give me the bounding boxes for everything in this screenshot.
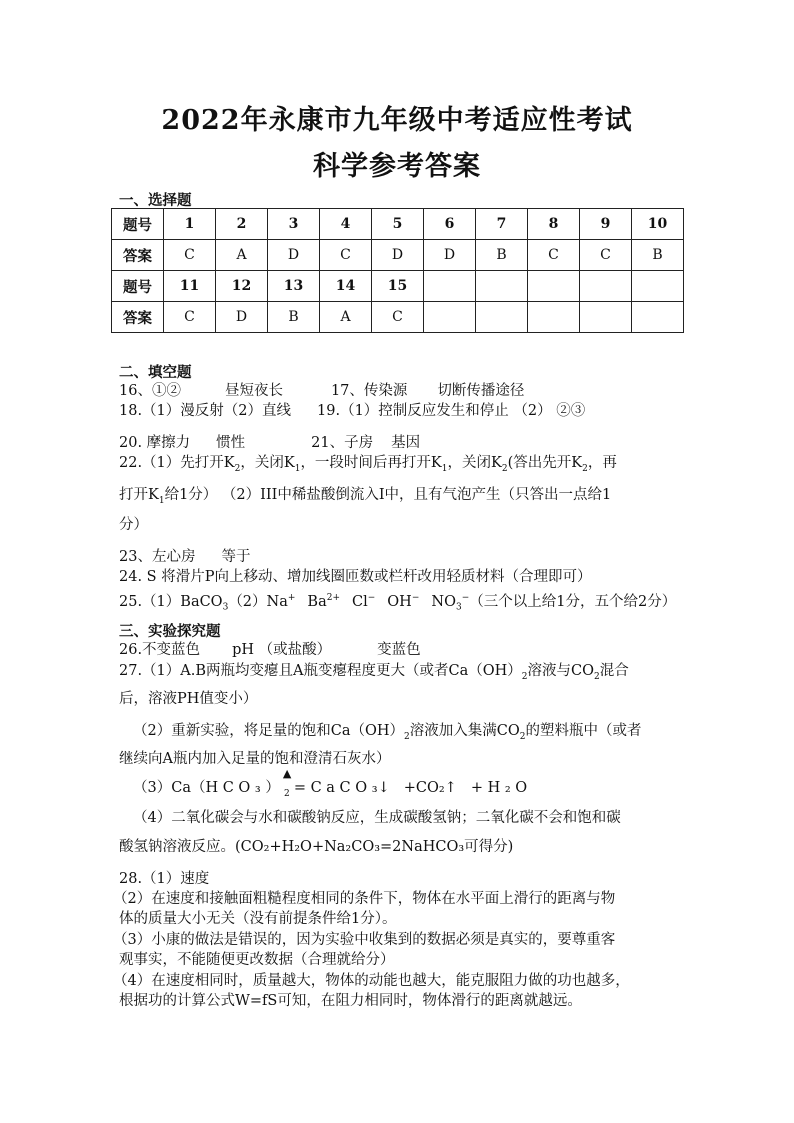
answer-line-16-17 [119,382,524,400]
row-label-answer: 答案 [112,302,164,333]
row-label-question: 题号 [112,271,164,302]
answer-text: Cl [352,593,368,610]
section-heading-choice: 一、选择题 [119,192,192,209]
table-cell: 7 [476,209,528,240]
table-cell: 15 [372,271,424,302]
table-cell-empty [476,302,528,333]
answer-text: 18.（1）漫反射（2）直线 [119,403,292,419]
heat-condition-icon: ▲ $_2$ [282,767,292,799]
table-cell: 13 [268,271,320,302]
answer-text: Ba [307,593,327,610]
answer-text: （2）Na [228,593,288,610]
table-cell: C [320,240,372,271]
answer-text: 26.不变蓝色 [119,642,201,658]
table-cell: C [580,240,632,271]
answer-text: + H ₂ O [470,780,528,796]
answer-text: 昼短夜长 [224,383,283,399]
answer-line-24: 24. S 将滑片P向上移动、增加线圈匝数或栏杆改用轻质材料（合理即可） [119,569,592,585]
answer-text: 基因 [391,435,421,451]
table-cell: 12 [216,271,268,302]
answer-text: ，关闭K [240,455,295,471]
answer-text: 16、①② [119,383,181,399]
table-cell: B [268,302,320,333]
row-label-question: 题号 [112,209,164,240]
answer-text: 溶液与CO [527,663,594,679]
answer-line-28-c: 体的质量大小无关（没有前提条件给1分）。 [119,911,397,927]
table-cell: 10 [632,209,684,240]
answer-line-28-b: （2）在速度和接触面粗糙程度相同的条件下，物体在水平面上滑行的距离与物 [113,891,616,907]
page-subtitle: 科学参考答案 [313,151,481,182]
table-cell: C [164,302,216,333]
table-cell: B [476,240,528,271]
answer-line-28-d: （3）小康的做法是错误的，因为实验中收集到的数据必须是真实的，要尊重客 [113,932,616,948]
answer-text: 23、左心房 [119,549,196,565]
table-cell: C [372,302,424,333]
answer-line-18-19 [119,402,585,420]
answer-text: 的塑料瓶中（或者 [525,723,642,739]
answer-line-20-21 [119,434,420,452]
answer-text: OH [387,593,412,610]
answer-text: 溶液加入集满CO [409,723,520,739]
answer-line-27-b: 后，溶液PH值变小） [119,691,258,707]
table-row-numbers-1 [112,209,684,240]
answer-text: 变蓝色 [377,642,421,658]
answer-line-23 [119,548,250,566]
answer-text: 惯性 [216,435,246,451]
answer-line-27-e: （4）二氧化碳会与水和碳酸钠反应，生成碳酸氢钠；二氧化碳不会和饱和碳 [133,810,621,826]
answer-text: 20. 摩擦力 [119,435,191,451]
answer-text: +CO₂↑ [403,780,457,796]
answer-text: 切断传播途径 [437,383,525,399]
table-cell: C [528,240,580,271]
table-cell-empty [580,302,632,333]
table-cell: D [424,240,476,271]
table-row-answers-2 [112,302,684,333]
page-title: 2022年永康市九年级中考适应性考试 [161,105,633,136]
table-cell: 3 [268,209,320,240]
table-cell: B [632,240,684,271]
answer-line-22-b: 打开$K_1$给1分） （2）III中稀盐酸倒流入Ⅰ中，且有气泡产生（只答出一点给1 [119,487,612,506]
section-heading-fill: 二、填空题 [119,364,192,381]
answer-line-28-a: 28.（1）速度 [119,871,210,887]
table-cell: 14 [320,271,372,302]
table-cell: C [164,240,216,271]
answer-line-26 [119,641,421,659]
answer-text: （三个以上给1分，五个给2分） [469,593,677,610]
table-row-answers-1 [112,240,684,271]
answer-line-28-e: 观事实，不能随便更改数据（合理就给分） [119,952,395,968]
table-cell: D [216,302,268,333]
answer-text: （2）重新实验，将足量的饱和Ca（OH） [133,723,404,739]
answer-line-25: 25.（1）BaCO$_3$（2）Na+ $Ba^{2+}$ Cl− OH− $NO_3^-$（三个以上给1分，五个给2分） [119,593,677,613]
table-cell-empty [424,302,476,333]
answer-text: 22.（1）先打开K [119,455,235,471]
table-cell: 4 [320,209,372,240]
answer-text: 21、子房 [311,435,374,451]
answer-text: ，关闭K [447,455,502,471]
answer-text: ，再 [587,455,617,471]
answer-text: 给1分） （2）III中稀盐酸倒流入Ⅰ中，且有气泡产生（只答出一点给1 [164,487,612,503]
answer-line-27-c: （2）重新实验，将足量的饱和$Ca(OH)_2$溶液加入集满$CO_2$的塑料瓶中（或者 [133,723,642,742]
table-cell: 2 [216,209,268,240]
table-cell: D [372,240,424,271]
answer-text: = C a C O ₃↓ [293,780,390,796]
table-cell: A [216,240,268,271]
table-cell: 6 [424,209,476,240]
answer-text: pH （或盐酸） [232,642,332,658]
row-label-answer: 答案 [112,240,164,271]
answer-line-27-d: 继续向A瓶内加入足量的饱和澄清石灰水） [119,751,391,767]
answer-line-22-a: 22.（1）先打开$K_2$，关闭$K_1$，一段时间后再打开$K_1$，关闭$K_2$(答出先开$K_2$，再 [119,455,617,474]
answer-text: （3）Ca（H C O ₃ ） [133,780,280,796]
answer-text: 27.（1）A.B两瓶均变瘪且A瓶变瘪程度更大（或者Ca（OH） [119,663,522,679]
answer-text: 等于 [221,549,251,565]
answer-text: 25.（1）BaCO [119,593,223,610]
table-cell-empty [580,271,632,302]
table-cell: 9 [580,209,632,240]
section-heading-experiment: 三、实验探究题 [119,623,221,640]
answer-line-28-g: 根据功的计算公式W=fS可知，在阻力相同时，物体滑行的距离就越远。 [119,993,582,1009]
table-cell: 11 [164,271,216,302]
table-cell-empty [632,302,684,333]
answer-text: 17、传染源 [330,383,408,399]
answer-text: ，一段时间后再打开K [300,455,442,471]
table-row-numbers-2 [112,271,684,302]
answer-text: 19.（1）控制反应发生和停止 （2） ②③ [317,403,586,419]
answer-line-28-f: （4）在速度相同时，质量越大，物体的动能也越大，能克服阻力做的功也越多， [113,973,630,989]
answer-line-27-a: 27.（1）A.B两瓶均变瘪且A瓶变瘪程度更大（或者$Ca(OH)_2$溶液与$CO_2$混合 [119,663,629,682]
table-cell-empty [476,271,528,302]
table-cell: 1 [164,209,216,240]
table-cell: A [320,302,372,333]
answer-text: 混合 [599,663,629,679]
answer-text: NO [431,593,456,610]
table-cell: 5 [372,209,424,240]
answer-line-27-equation [133,767,528,803]
table-cell-empty [528,271,580,302]
table-cell-empty [632,271,684,302]
answer-table [111,208,684,333]
table-cell-empty [424,271,476,302]
answer-text: 打开K [119,487,159,503]
answer-line-22-c: 分） [119,517,148,533]
table-cell-empty [528,302,580,333]
table-cell: 8 [528,209,580,240]
table-cell: D [268,240,320,271]
answer-line-27-f: 酸氢钠溶液反应。(CO₂+H₂O+Na₂CO₃=2NaHCO₃可得分) [119,839,514,855]
answer-text: (答出先开K [507,455,583,471]
